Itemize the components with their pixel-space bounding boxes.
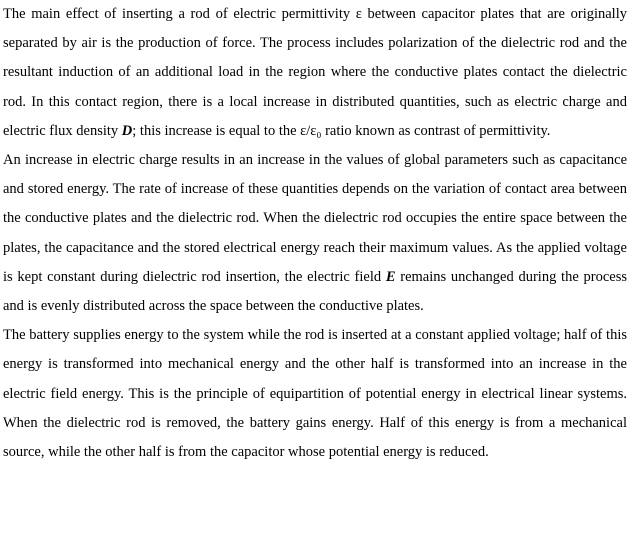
paragraph-energy-equipartition bbox=[3, 321, 627, 467]
paragraph-text: An increase in electric charge results in an increase in the values of global parameters such as capacitance and stored energy. The rate of increase of these quantities depends on the variation of contact area between the conductive plates and the dielectric rod. When the dielectric rod occupies the entire space between the plates, the capacitance and the stored electrical energy reach their maximum values. As the applied voltage is kept constant during dielectric rod insertion, the electric field bbox=[3, 152, 627, 285]
paragraph-text: The battery supplies energy to the system while the rod is inserted at a constant applied voltage; half of this energy is transformed into mechanical energy and the other half is transformed into an increase in the electric field energy. This is the principle of equipartition of potential energy in electrical linear systems. When the dielectric rod is removed, the battery gains energy. Half of this energy is from a mechanical source, while the other half is from the capacitor whose potential energy is reduced. bbox=[3, 327, 627, 461]
paragraph-text: remains unchanged during the process and is evenly distributed across the space between the conductive plates. bbox=[3, 268, 628, 315]
paragraph-capacitance-increase bbox=[3, 146, 627, 321]
flux-density-symbol: D bbox=[121, 122, 133, 139]
paragraph-text: ; this increase is equal to the ε/ε₀ ratio known as contrast of permittivity. bbox=[132, 122, 551, 139]
electric-field-symbol: E bbox=[385, 268, 396, 285]
paragraph-text: The main effect of inserting a rod of electric permittivity ε between capacitor plates that are originally separated by air is the production of force. The process includes polarization of the dielectric rod and the resultant induction of an additional load in the region where the conductive plates contact the dielectric rod. In this contact region, there is a local increase in distributed quantities, such as electric charge and electric flux density bbox=[3, 6, 627, 139]
paragraph-force-effect bbox=[3, 0, 627, 146]
